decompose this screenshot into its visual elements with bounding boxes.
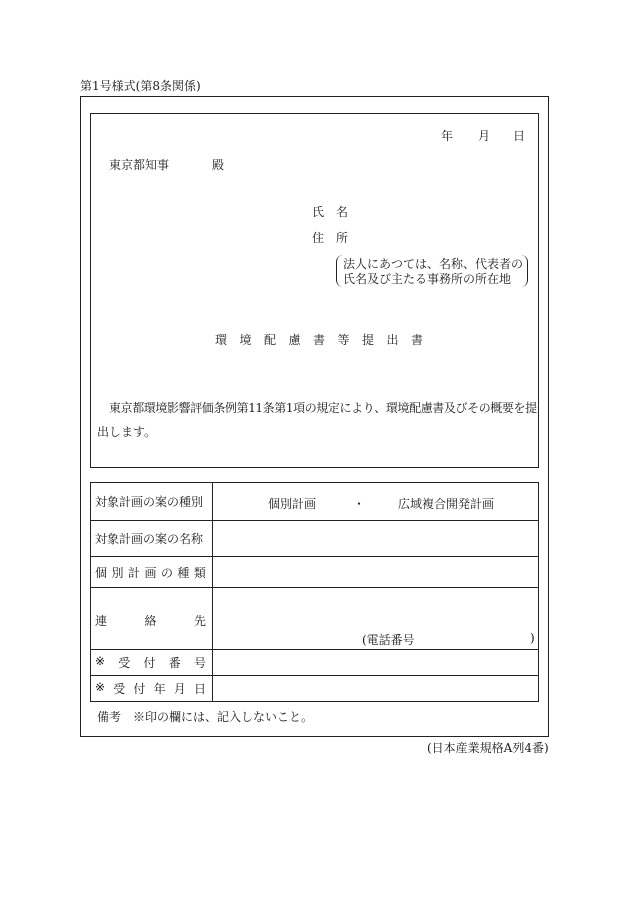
table-row [91,557,539,588]
applicant-name-label: 氏 名 [312,205,349,219]
body-text-line1: 東京都環境影響評価条例第11条第1項の規定により、環境配慮書及びその概要を提 [109,401,537,415]
label-char: 日 [193,682,206,696]
applicant-address-label: 住 所 [312,231,349,245]
label-char: 付 [133,682,146,696]
receipt-date-value-cell [213,676,539,702]
phone-number-label: (電話番号 [362,633,415,647]
plan-info-table [90,482,539,702]
corporate-note-line1: 法人にあつては、名称、代表者の [343,257,524,271]
receipt-number-value-cell [213,650,539,676]
label-char: 受 [113,682,126,696]
form-number: 第1号様式(第8条関係) [80,79,201,93]
body-text-line2: 出します。 [97,425,157,439]
label-char: 種 [177,565,190,580]
table-row [91,483,539,521]
table-row [91,650,539,676]
contact-value-cell[interactable] [213,588,539,650]
plan-kind-label [95,564,212,581]
date-year-label: 年 [441,129,454,143]
table-row [91,676,539,702]
remarks-note: 備考 ※印の欄には、記入しないこと。 [97,710,314,724]
document-title: 環境配慮書等提出書 [215,333,436,347]
label-char: 先 [193,614,206,628]
corporate-note-line2: 氏名及び主たる事務所の所在地 [343,272,512,286]
receipt-number-label-cell [91,650,213,676]
plan-kind-value-cell[interactable] [213,557,539,588]
label-char: 年 [153,682,166,696]
plan-name-label: 対象計画の案の名称 [95,532,204,546]
label-char: 月 [173,682,186,696]
contact-label-cell [91,588,213,650]
label-char: の [160,565,173,580]
label-char: ※ [95,680,106,694]
plan-name-value-cell[interactable] [213,521,539,557]
plan-type-value-cell [213,483,539,521]
label-char: 絡 [144,614,157,628]
label-char: 号 [193,656,206,670]
phone-number-close: ) [530,631,535,645]
plan-type-separator: ・ [353,497,366,511]
label-char: 付 [143,656,156,670]
paper-size-note: (日本産業規格A列4番) [427,741,549,755]
label-char: ※ [95,654,106,668]
table-row [91,588,539,650]
plan-type-option-individual: 個別計画 [268,497,317,511]
label-char: 連 [95,614,108,628]
plan-type-label: 対象計画の案の種別 [95,495,204,509]
label-char: 計 [127,565,140,580]
label-char: 別 [111,565,124,580]
label-char: 類 [193,565,206,580]
plan-type-option-wide-area: 広域複合開発計画 [398,497,495,511]
plan-name-label-cell [91,521,213,557]
addressee-name: 東京都知事 [109,158,170,172]
receipt-number-label [95,654,212,671]
receipt-date-label [95,680,212,697]
receipt-date-label-cell [91,676,213,702]
label-char: 番 [168,656,181,670]
addressee-honorific: 殿 [212,158,225,172]
date-month-label: 月 [478,129,491,143]
date-day-label: 日 [513,129,526,143]
plan-type-label-cell [91,483,213,521]
label-char: 個 [95,565,108,580]
label-char: 受 [118,656,131,670]
table-row [91,521,539,557]
plan-kind-label-cell [91,557,213,588]
label-char: 画 [144,565,157,580]
contact-label [95,612,212,629]
